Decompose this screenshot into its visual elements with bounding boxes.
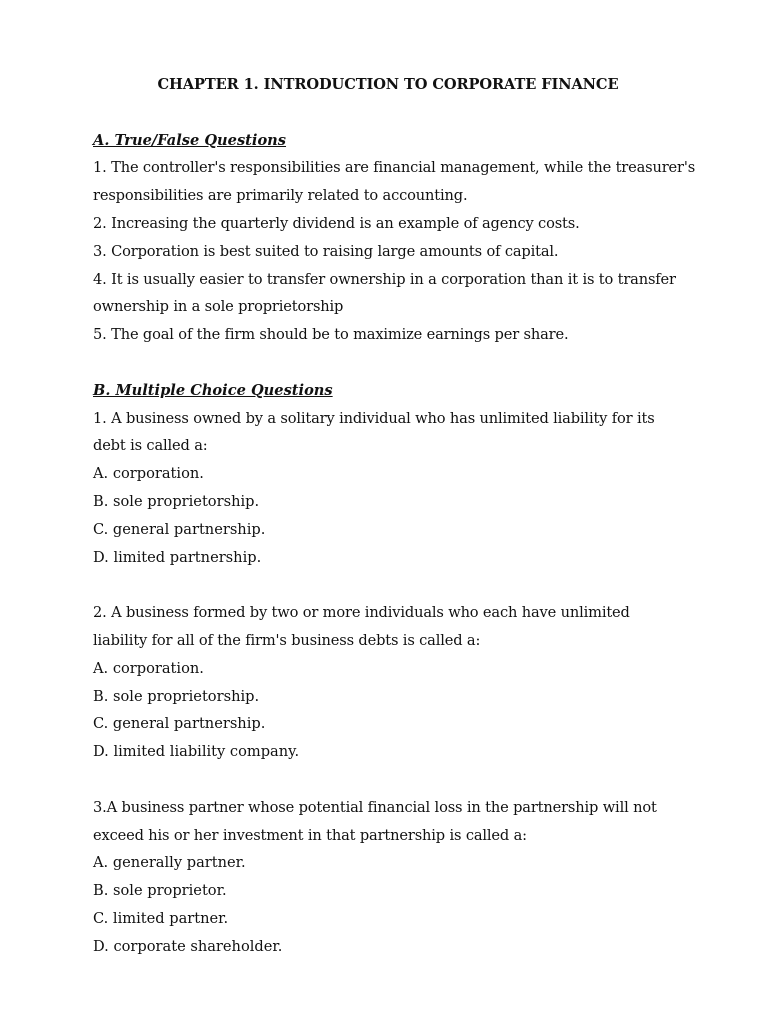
question-line: liability for all of the firm's business debts is called a: — [93, 631, 481, 649]
spacer — [93, 349, 683, 377]
spacer — [93, 571, 683, 599]
spacer — [93, 99, 683, 127]
answer-option: D. corporate shareholder. — [93, 937, 283, 955]
multiple-choice-question — [93, 599, 683, 766]
true-false-question — [93, 210, 683, 238]
document-content — [93, 71, 696, 961]
answer-option: A. corporation. — [93, 465, 204, 483]
answer-option: D. limited partnership. — [93, 548, 262, 566]
answer-option: B. sole proprietorship. — [93, 687, 260, 705]
answer-option: C. general partnership. — [93, 520, 266, 538]
question-line: 2. A business formed by two or more individuals who each have unlimited — [93, 604, 630, 622]
question-line: 4. It is usually easier to transfer ownership in a corporation than it is to transfer — [93, 270, 676, 288]
question-line: responsibilities are primarily related to accounting. — [93, 187, 468, 205]
question-line: 3. Corporation is best suited to raising large amounts of capital. — [93, 242, 559, 260]
answer-option: B. sole proprietorship. — [93, 492, 260, 510]
section-b-heading: B. Multiple Choice Questions — [93, 381, 333, 399]
answer-option: C. general partnership. — [93, 715, 266, 733]
answer-option: A. generally partner. — [93, 854, 246, 872]
question-line: ownership in a sole proprietorship — [93, 298, 344, 316]
chapter-title: CHAPTER 1. INTRODUCTION TO CORPORATE FINANCE — [157, 76, 619, 93]
question-line: exceed his or her investment in that partnership is called a: — [93, 826, 527, 844]
answer-option: D. limited liability company. — [93, 743, 300, 761]
section-a-heading: A. True/False Questions — [93, 131, 287, 149]
question-line: 5. The goal of the firm should be to maximize earnings per share. — [93, 326, 569, 344]
true-false-question — [93, 238, 683, 266]
question-line: debt is called a: — [93, 437, 208, 455]
true-false-question — [93, 321, 683, 349]
multiple-choice-question — [93, 794, 683, 961]
question-line: 3.A business partner whose potential financial loss in the partnership will not — [93, 798, 657, 816]
true-false-question — [93, 154, 696, 210]
multiple-choice-question — [93, 405, 683, 572]
question-line: 1. A business owned by a solitary individual who has unlimited liability for its — [93, 409, 655, 427]
spacer — [93, 766, 683, 794]
answer-option: A. corporation. — [93, 659, 204, 677]
answer-option: B. sole proprietor. — [93, 882, 227, 900]
question-line: 2. Increasing the quarterly dividend is an example of agency costs. — [93, 214, 580, 232]
answer-option: C. limited partner. — [93, 909, 229, 927]
question-line: 1. The controller's responsibilities are financial management, while the treasurer's — [93, 159, 696, 177]
true-false-question — [93, 266, 683, 322]
